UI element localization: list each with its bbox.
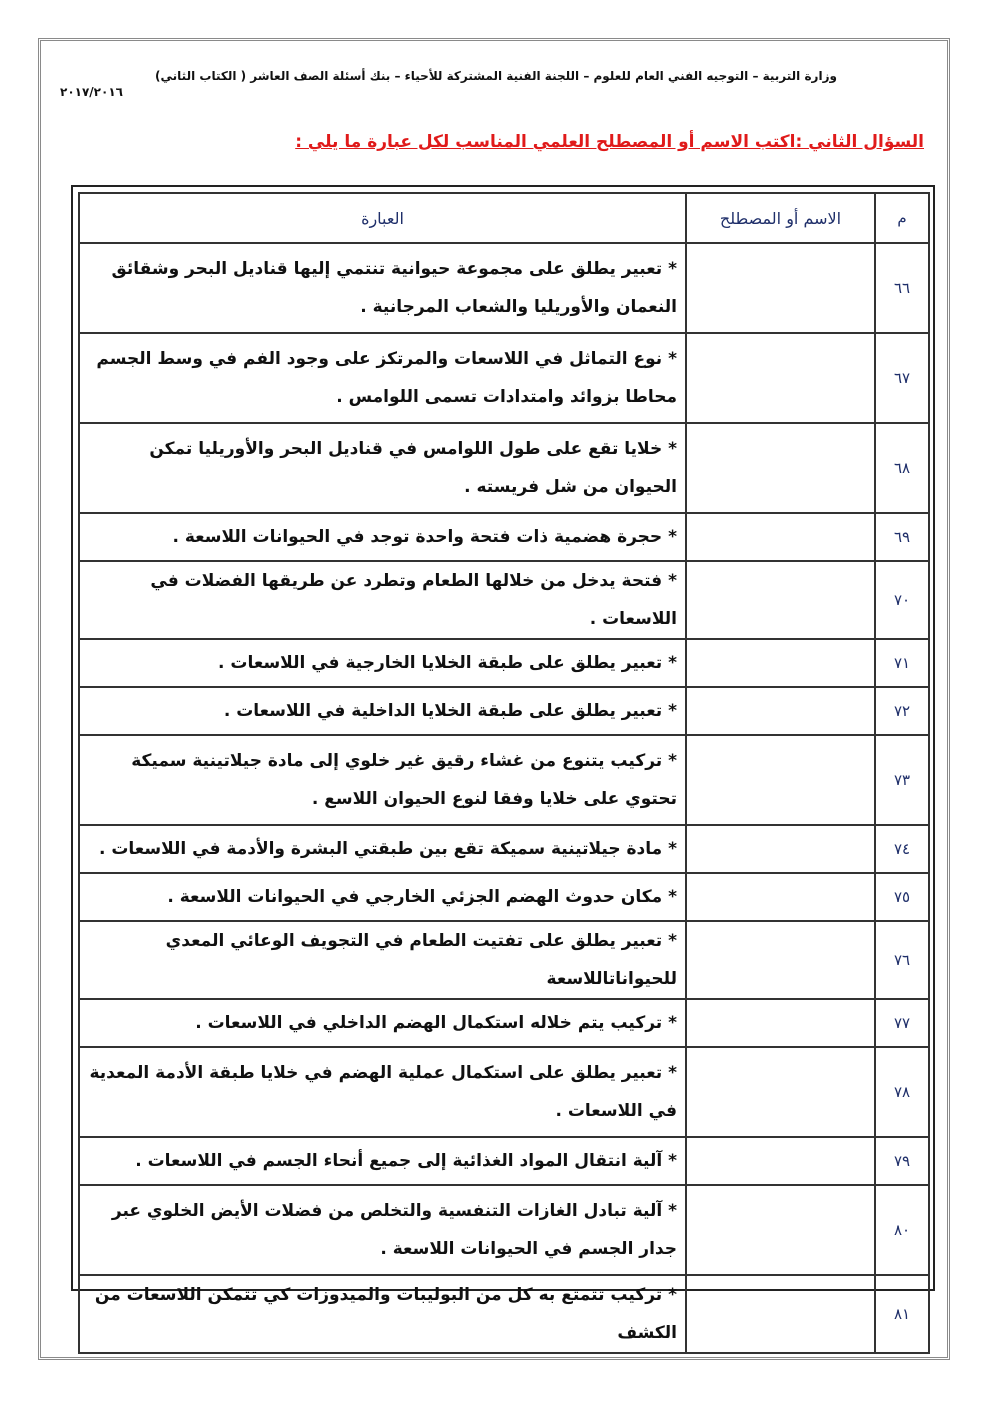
header-term: الاسم أو المصطلح	[686, 193, 875, 243]
question-title: السؤال الثاني :اكتب الاسم أو المصطلح العلمي المناسب لكل عبارة ما يلي :	[295, 132, 924, 152]
statement-cell: * فتحة يدخل من خلالها الطعام وتطرد عن طريقها الفضلات في اللاسعات .	[79, 561, 686, 639]
table-row	[79, 873, 929, 921]
header-number: م	[875, 193, 929, 243]
answer-cell[interactable]	[686, 1275, 875, 1353]
statement-cell: * نوع التماثل في اللاسعات والمرتكز على وجود الفم في وسط الجسم محاطا بزوائد وامتدادات تسمى اللوامس .	[79, 333, 686, 423]
header-line-1: وزارة التربية – التوجيه الفني العام للعلوم – اللجنة الفنية المشتركة للأحياء – بنك أسئلة الصف العاشر ( الكتاب الثاني)	[155, 69, 837, 83]
row-number: ٧٩	[875, 1137, 929, 1185]
answer-cell[interactable]	[686, 423, 875, 513]
table-row	[79, 423, 929, 513]
answer-cell[interactable]	[686, 561, 875, 639]
answer-cell[interactable]	[686, 687, 875, 735]
table-row	[79, 825, 929, 873]
statement-cell: * تعبير يطلق على طبقة الخلايا الداخلية في اللاسعات .	[79, 687, 686, 735]
page-header	[60, 68, 932, 100]
statement-cell: * مكان حدوث الهضم الجزئي الخارجي في الحيوانات اللاسعة .	[79, 873, 686, 921]
statement-cell: * تعبير يطلق على مجموعة حيوانية تنتمي إليها قناديل البحر وشقائق النعمان والأوريليا والشعاب المرجانية .	[79, 243, 686, 333]
statement-cell: * آلية تبادل الغازات التنفسية والتخلص من فضلات الأيض الخلوي عبر جدار الجسم في الحيوانات اللاسعة .	[79, 1185, 686, 1275]
row-number: ٧٢	[875, 687, 929, 735]
answer-cell[interactable]	[686, 1137, 875, 1185]
statement-cell: * تركيب يتم خلاله استكمال الهضم الداخلي في اللاسعات .	[79, 999, 686, 1047]
row-number: ٧٤	[875, 825, 929, 873]
table-row	[79, 1047, 929, 1137]
row-number: ٧٧	[875, 999, 929, 1047]
statement-cell: * تعبير يطلق على تفتيت الطعام في التجويف الوعائي المعدي للحيواناتاللاسعة	[79, 921, 686, 999]
table-row	[79, 243, 929, 333]
answer-cell[interactable]	[686, 639, 875, 687]
table-row	[79, 639, 929, 687]
row-number: ٧١	[875, 639, 929, 687]
questions-table	[78, 192, 930, 1354]
answer-cell[interactable]	[686, 513, 875, 561]
header-statement: العبارة	[79, 193, 686, 243]
row-number: ٧٠	[875, 561, 929, 639]
table-row	[79, 561, 929, 639]
statement-cell: * تعبير يطلق على طبقة الخلايا الخارجية في اللاسعات .	[79, 639, 686, 687]
answer-cell[interactable]	[686, 735, 875, 825]
answer-cell[interactable]	[686, 243, 875, 333]
table-row	[79, 1137, 929, 1185]
row-number: ٨١	[875, 1275, 929, 1353]
statement-cell: * مادة جيلاتينية سميكة تقع بين طبقتي البشرة والأدمة في اللاسعات .	[79, 825, 686, 873]
statement-cell: * تركيب يتنوع من غشاء رقيق غير خلوي إلى مادة جيلاتينية سميكة تحتوي على خلايا وفقا لنوع الحيوان اللاسع .	[79, 735, 686, 825]
row-number: ٦٧	[875, 333, 929, 423]
table-header-row	[79, 193, 929, 243]
row-number: ٦٩	[875, 513, 929, 561]
statement-cell: * آلية انتقال المواد الغذائية إلى جميع أنحاء الجسم في اللاسعات .	[79, 1137, 686, 1185]
answer-cell[interactable]	[686, 921, 875, 999]
statement-cell: * حجرة هضمية ذات فتحة واحدة توجد في الحيوانات اللاسعة .	[79, 513, 686, 561]
questions-table-frame	[71, 185, 935, 1343]
table-row	[79, 333, 929, 423]
row-number: ٨٠	[875, 1185, 929, 1275]
statement-cell: * خلايا تقع على طول اللوامس في قناديل البحر والأوريليا تمكن الحيوان من شل فريسته .	[79, 423, 686, 513]
row-number: ٧٥	[875, 873, 929, 921]
row-number: ٦٨	[875, 423, 929, 513]
row-number: ٧٣	[875, 735, 929, 825]
answer-cell[interactable]	[686, 1047, 875, 1137]
answer-cell[interactable]	[686, 999, 875, 1047]
answer-cell[interactable]	[686, 873, 875, 921]
answer-cell[interactable]	[686, 1185, 875, 1275]
statement-cell: * تعبير يطلق على استكمال عملية الهضم في خلايا طبقة الأدمة المعدية في اللاسعات .	[79, 1047, 686, 1137]
header-line-2: ٢٠١٧/٢٠١٦	[60, 85, 123, 99]
answer-cell[interactable]	[686, 825, 875, 873]
table-row	[79, 735, 929, 825]
statement-cell: * تركيب تتمتع به كل من البوليبات والميدوزات كي تتمكن اللاسعات من الكشف	[79, 1275, 686, 1353]
table-row	[79, 1185, 929, 1275]
row-number: ٧٨	[875, 1047, 929, 1137]
table-row	[79, 999, 929, 1047]
table-row	[79, 687, 929, 735]
row-number: ٧٦	[875, 921, 929, 999]
table-row	[79, 921, 929, 999]
answer-cell[interactable]	[686, 333, 875, 423]
row-number: ٦٦	[875, 243, 929, 333]
table-row	[79, 513, 929, 561]
table-row	[79, 1275, 929, 1353]
